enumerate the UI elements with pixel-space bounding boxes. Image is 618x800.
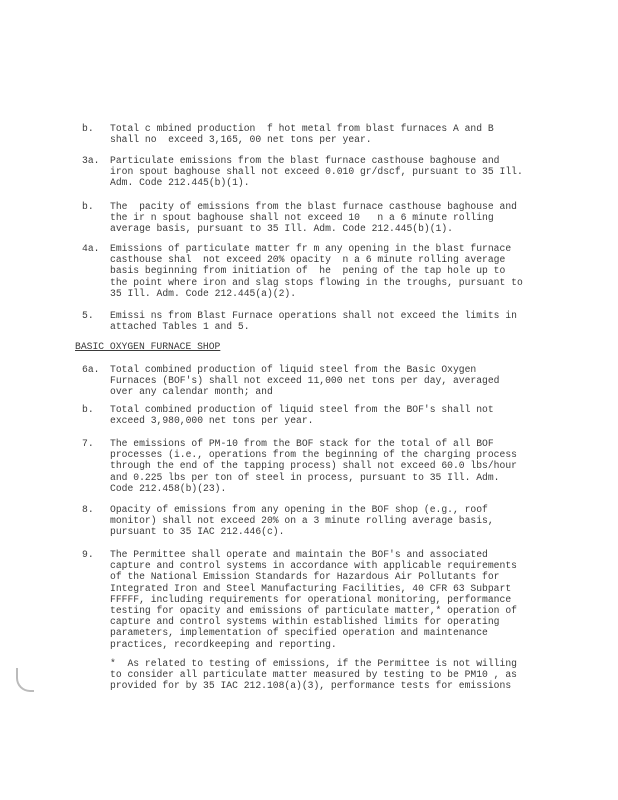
text-line: processes (i.e., operations from the beginning of the charging process [110,449,517,461]
item-text [110,243,523,299]
text-line: Total combined production of liquid steel from the Basic Oxygen [110,364,477,375]
item-number: 7. [82,438,94,449]
text-line: average basis, pursuant to 35 Ill. Adm. Code 212.445(b)(1). [110,223,453,235]
text-line: parameters, implementation of specified operation and maintenance [110,627,488,639]
text-line: monitor) shall not exceed 20% on a 3 minute rolling average basis, [110,515,494,527]
text-line: Particulate emissions from the blast furnace casthouse baghouse and [110,155,500,166]
item-number: 9. [82,549,94,560]
item-text [110,438,517,494]
text-line: * As related to testing of emissions, if the Permittee is not willing [110,658,517,669]
text-line: iron spout baghouse shall not exceed 0.010 gr/dscf, pursuant to 35 Ill. [110,166,523,178]
text-line: the point where iron and slag stops flowing in the troughs, pursuant to [110,276,523,288]
text-line: Adm. Code 212.445(b)(1). [110,177,250,189]
item-text [110,504,494,538]
text-line: testing for opacity and emissions of particulate matter,* operation of [110,604,517,616]
item-text [110,123,494,145]
text-line: 35 Ill. Adm. Code 212.445(a)(2). [110,287,297,299]
text-line: basis beginning from initiation of he pening of the tap hole up to [110,265,506,277]
item-text [110,310,517,332]
text-line: and 0.225 lbs per ton of steel in process, pursuant to 35 Ill. Adm. [110,471,500,483]
section-heading: BASIC OXYGEN FURNACE SHOP [75,341,221,352]
text-line: Code 212.458(b)(23). [110,482,227,494]
text-line: Opacity of emissions from any opening in the BOF shop (e.g., roof [110,504,488,515]
text-line: The pacity of emissions from the blast furnace casthouse baghouse and [110,201,517,212]
text-line: practices, recordkeeping and reporting. [110,638,337,650]
item-number: b. [82,404,94,415]
scan-artifact [16,668,34,692]
item-number: 8. [82,504,94,515]
text-line: The emissions of PM-10 from the BOF stack for the total of all BOF [110,438,494,449]
text-line: Total c mbined production f hot metal from blast furnaces A and B [110,123,494,134]
text-line: attached Tables 1 and 5. [110,321,250,333]
item-number: 4a. [82,243,100,254]
item-text [110,404,494,426]
item-text [110,658,517,692]
text-line: Integrated Iron and Steel Manufacturing Facilities, 40 CFR 63 Subpart [110,582,512,594]
text-line: The Permittee shall operate and maintain the BOF's and associated [110,549,488,560]
text-line: shall no exceed 3,165, 00 net tons per year. [110,134,372,146]
text-line: over any calendar month; and [110,386,273,398]
item-number: b. [82,201,94,212]
item-number: 6a. [82,364,100,375]
text-line: Total combined production of liquid steel from the BOF's shall not [110,404,494,415]
item-text [110,155,523,189]
text-line: Furnaces (BOF's) shall not exceed 11,000 net tons per day, averaged [110,375,500,387]
text-line: to consider all particulate matter measured by testing to be PM10 , as [110,669,517,681]
item-text [110,549,517,650]
text-line: exceed 3,980,000 net tons per year. [110,415,314,427]
item-number: 5. [82,310,94,321]
text-line: through the end of the tapping process) shall not exceed 60.0 lbs/hour [110,460,517,472]
item-text [110,201,517,235]
text-line: capture and control systems in accordance with applicable requirements [110,560,517,572]
text-line: provided for by 35 IAC 212.108(a)(3), performance tests for emissions [110,680,512,692]
text-line: casthouse shal not exceed 20% opacity n a 6 minute rolling average [110,254,506,266]
text-line: Emissions of particulate matter fr m any opening in the blast furnace [110,243,512,254]
item-number: 3a. [82,155,100,166]
item-text [110,364,500,398]
text-line: of the National Emission Standards for Hazardous Air Pollutants for [110,571,500,583]
text-line: FFFFF, including requirements for operational monitoring, performance [110,593,512,605]
text-line: Emissi ns from Blast Furnace operations shall not exceed the limits in [110,310,517,321]
item-number: b. [82,123,94,134]
text-line: capture and control systems within established limits for operating [110,616,500,628]
text-line: pursuant to 35 IAC 212.446(c). [110,526,285,538]
text-line: the ir n spout baghouse shall not exceed 10 n a 6 minute rolling [110,212,494,224]
